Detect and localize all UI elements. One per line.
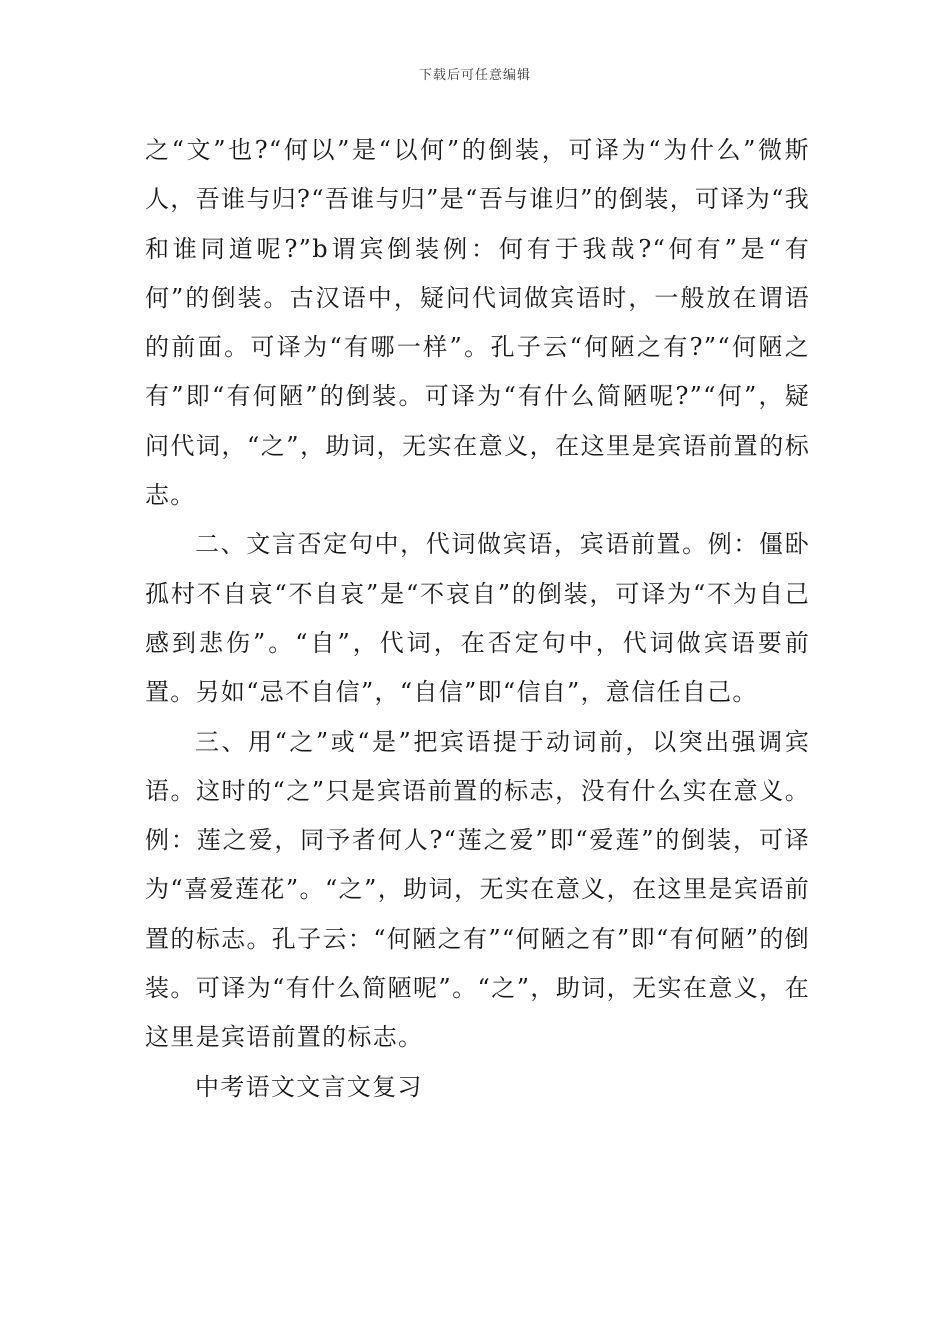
section-heading: 中考语文文言文复习	[195, 1072, 423, 1101]
paragraph-zhi-shi-marker: 三、用“之”或“是”把宾语提于动词前，以突出强调宾语。这时的“之”只是宾语前置的标志，没有什么实在意义。例：莲之爱，同予者何人?“莲之爱”即“爱莲”的倒装，可译为“喜爱莲花”。“之”，助词，无实在意义，在这里是宾语前置的标志。孔子云：“何陋之有”“何陋之有”即“有何陋”的倒装。可译为“有什么简陋呢”。“之”，助词，无实在意义，在这里是宾语前置的标志。	[145, 727, 810, 1052]
paragraph-negative-sentence: 二、文言否定句中，代词做宾语，宾语前置。例：僵卧孤村不自哀“不自哀”是“不哀自”的倒装，可译为“不为自己感到悲伤”。“自”，代词，在否定句中，代词做宾语要前置。另如“忌不自信”，“自信”即“信自”，意信任自己。	[145, 530, 810, 707]
page-header: 下载后可任意编辑	[418, 68, 531, 83]
paragraph-interrogative-object: 之“文”也?“何以”是“以何”的倒装，可译为“为什么”微斯人，吾谁与归?“吾谁与归”是“吾与谁归”的倒装，可译为“我和谁同道呢?”b谓宾倒装例：何有于我哉?“何有”是“有何”的倒装。古汉语中，疑问代词做宾语时，一般放在谓语的前面。可译为“有哪一样”。孔子云“何陋之有?”“何陋之有”即“有何陋”的倒装。可译为“有什么简陋呢?”“何”，疑问代词，“之”，助词，无实在意义，在这里是宾语前置的标志。	[145, 136, 810, 510]
document-body	[145, 126, 810, 1112]
